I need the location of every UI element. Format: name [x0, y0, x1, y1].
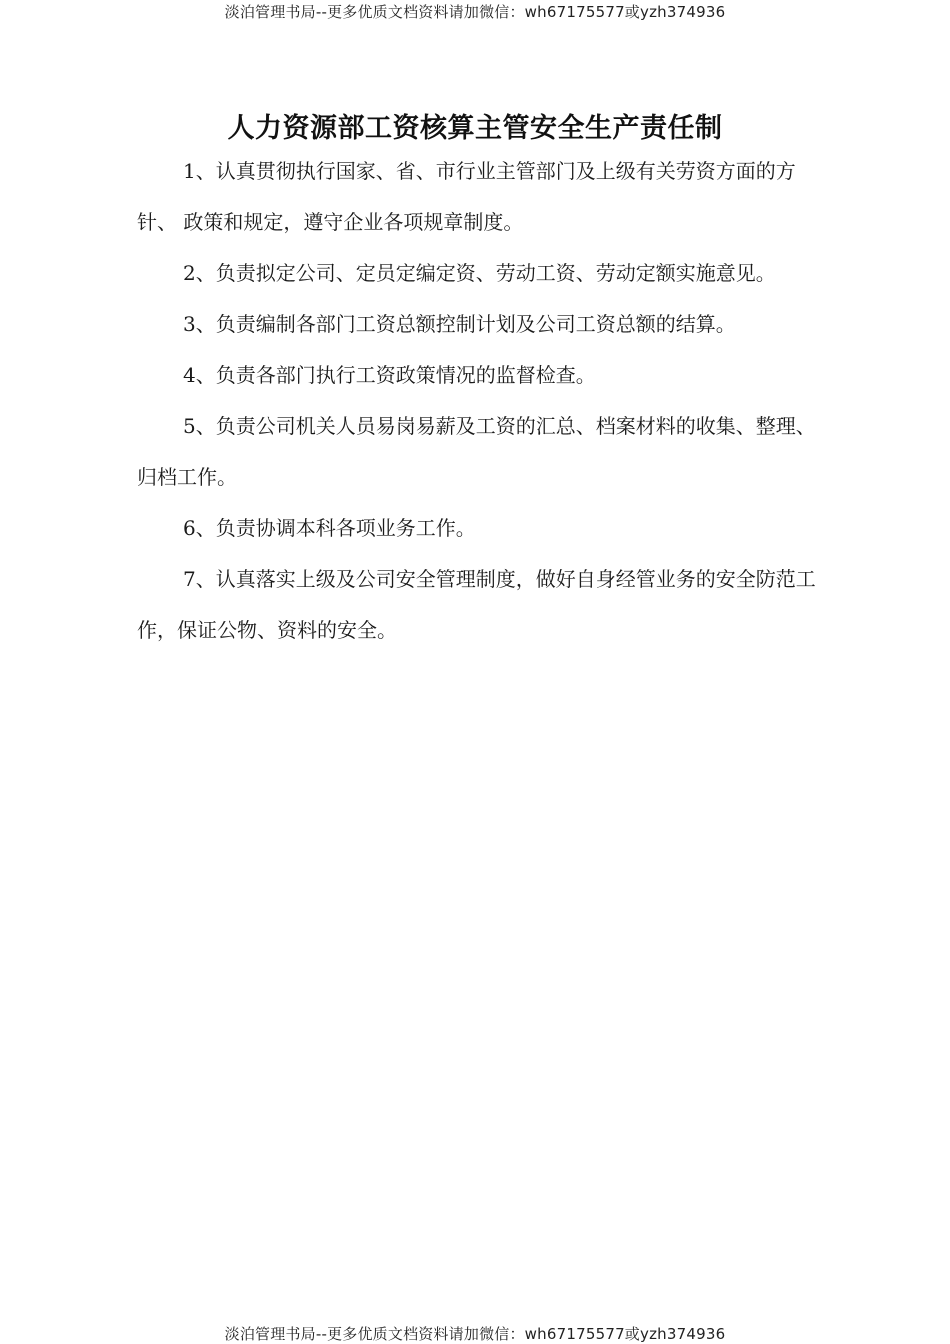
paragraph-1: 1、认真贯彻执行国家、省、市行业主管部门及上级有关劳资方面的方针、 政策和规定，遵守企业各项规章制度。: [137, 159, 796, 234]
paragraph-3: 3、负责编制各部门工资总额控制计划及公司工资总额的结算。: [183, 312, 736, 336]
paragraph-7: 7、认真落实上级及公司安全管理制度，做好自身经管业务的安全防范工作，保证公物、资料的安全。: [137, 567, 816, 642]
paragraph-5: 5、负责公司机关人员易岗易薪及工资的汇总、档案材料的收集、整理、 归档工作。: [137, 414, 816, 489]
paragraph-6: 6、负责协调本科各项业务工作。: [183, 516, 476, 540]
page-footer: 淡泊管理书局--更多优质文档资料请加微信：wh67175577或yzh374936: [224, 1325, 726, 1343]
document-title: 人力资源部工资核算主管安全生产责任制: [227, 113, 723, 145]
paragraph-2: 2、负责拟定公司、定员定编定资、劳动工资、劳动定额实施意见。: [183, 261, 776, 285]
paragraph-4: 4、负责各部门执行工资政策情况的监督检查。: [183, 363, 596, 387]
page-header: 淡泊管理书局--更多优质文档资料请加微信：wh67175577或yzh374936: [224, 3, 726, 21]
document-body: [137, 146, 817, 656]
